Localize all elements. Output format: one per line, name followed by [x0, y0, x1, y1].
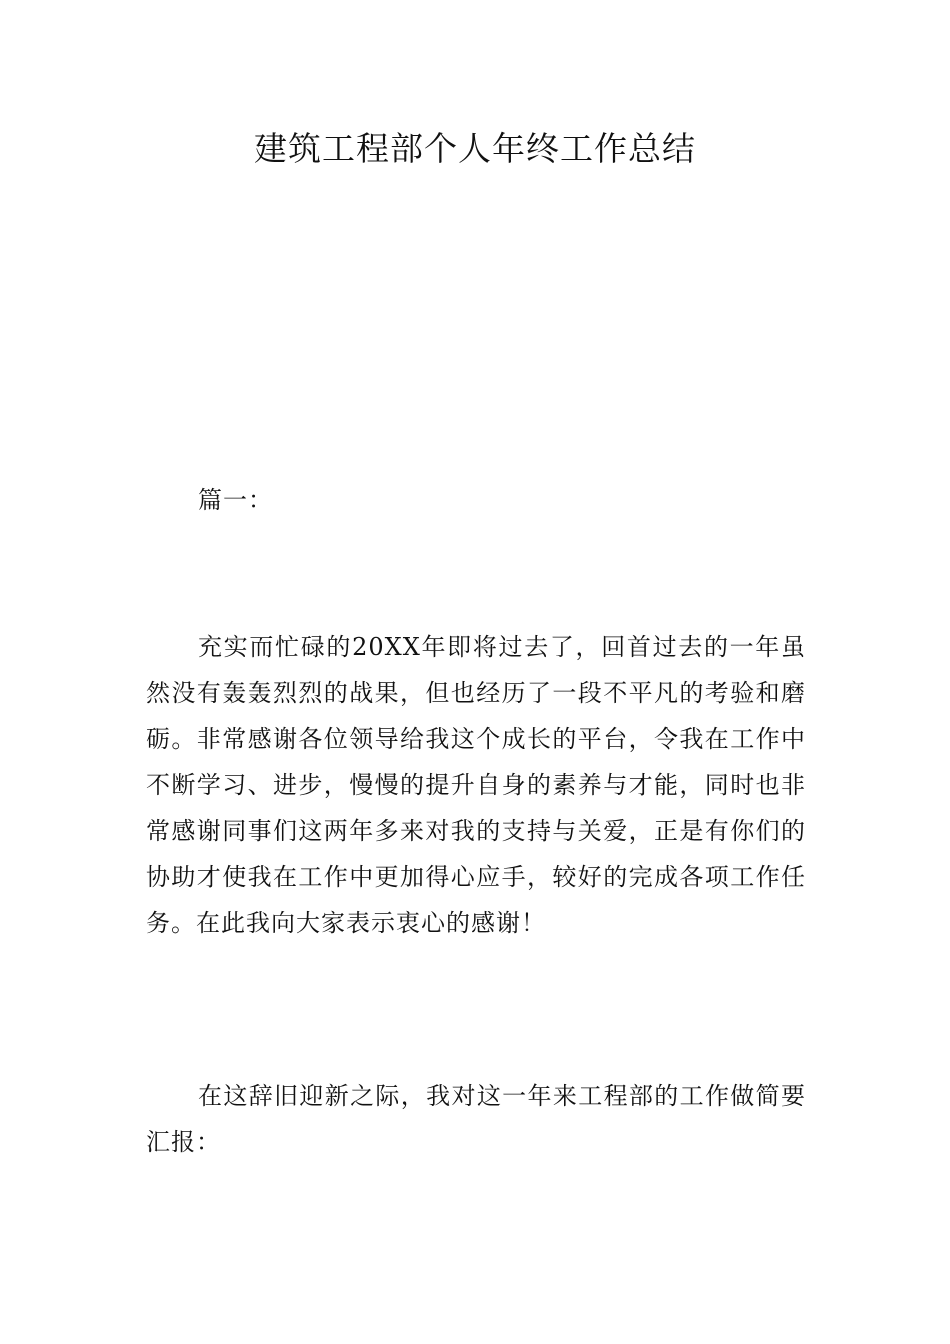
- paragraph-intro: 充实而忙碌的20XX年即将过去了，回首过去的一年虽然没有轰轰烈烈的战果，但也经历了一段不平凡的考验和磨砺。非常感谢各位领导给我这个成长的平台，令我在工作中不断学习、进步，慢慢的提升自身的素养与才能，同时也非常感谢同事们这两年多来对我的支持与关爱，正是有你们的协助才使我在工作中更加得心应手，较好的完成各项工作任务。在此我向大家表示衷心的感谢！: [146, 633, 806, 937]
- section-label: 篇一：: [198, 486, 273, 514]
- document-title: 建筑工程部个人年终工作总结: [254, 129, 696, 168]
- paragraph-report: 在这辞旧迎新之际，我对这一年来工程部的工作做简要汇报：: [146, 1082, 806, 1156]
